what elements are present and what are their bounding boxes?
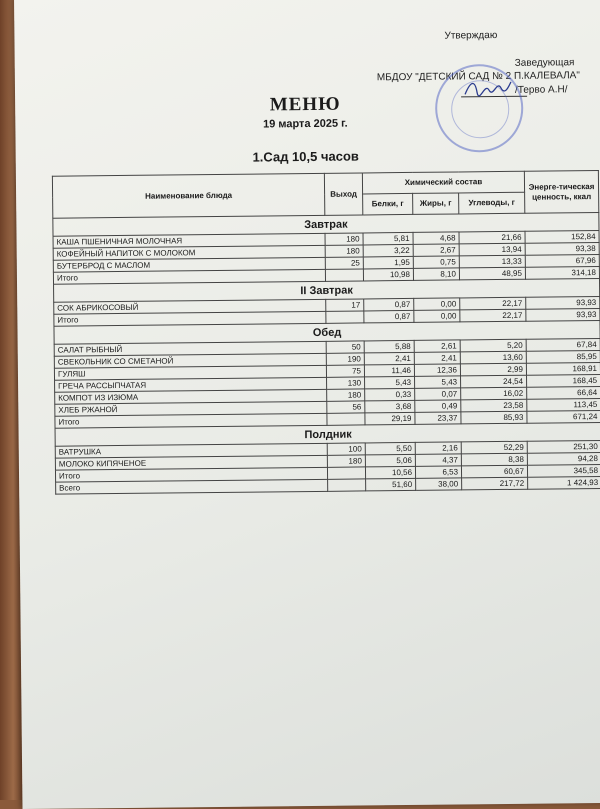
dish-name: ХЛЕБ РЖАНОЙ <box>55 401 327 416</box>
menu-table <box>52 170 600 495</box>
dish-energy: 93,38 <box>525 242 599 255</box>
dish-yield: 75 <box>326 365 364 377</box>
section-title: Полдник <box>55 422 600 446</box>
total-protein: 0,87 <box>364 310 414 323</box>
total-label: Итого <box>55 467 327 482</box>
total-protein: 29,19 <box>365 412 415 425</box>
dish-name: СОК АБРИКОСОВЫЙ <box>54 299 326 314</box>
total-carb: 85,93 <box>461 411 527 424</box>
dish-fat: 2,41 <box>414 352 460 364</box>
dish-energy: 66,64 <box>527 386 600 399</box>
dish-protein: 3,22 <box>363 244 413 257</box>
dish-carb: 5,20 <box>460 339 526 352</box>
dish-yield: 190 <box>326 353 364 365</box>
group-title: 1.Сад 10,5 часов <box>252 148 359 165</box>
dish-carb: 52,29 <box>461 441 527 454</box>
dish-name: КАША ПШЕНИЧНАЯ МОЛОЧНАЯ <box>53 233 325 248</box>
grand-total-carb: 217,72 <box>462 477 528 490</box>
dish-yield: 130 <box>327 377 365 389</box>
dish-carb: 13,94 <box>459 243 525 256</box>
dish-name: КОМПОТ ИЗ ИЗЮМА <box>55 389 327 404</box>
section-title: Завтрак <box>53 212 599 236</box>
dish-yield: 180 <box>327 455 365 467</box>
dish-carb: 8,38 <box>461 453 527 466</box>
dish-energy: 67,84 <box>526 338 600 351</box>
dish-name: СВЕКОЛЬНИК СО СМЕТАНОЙ <box>54 353 326 368</box>
dish-name: САЛАТ РЫБНЫЙ <box>54 341 326 356</box>
total-label: Итого <box>53 269 325 284</box>
empty-cell <box>328 479 366 491</box>
dish-yield: 56 <box>327 401 365 413</box>
col-header-name: Наименование блюда <box>52 173 324 218</box>
dish-carb: 13,60 <box>460 351 526 364</box>
dish-fat: 0,00 <box>414 298 460 310</box>
col-header-yield: Выход <box>324 173 362 215</box>
approve-label: Утверждаю <box>444 30 498 42</box>
empty-cell <box>327 413 365 425</box>
dish-protein: 5,43 <box>365 376 415 389</box>
menu-sheet <box>14 0 600 809</box>
total-fat: 23,37 <box>415 412 461 424</box>
col-header-carb: Углеводы, г <box>459 192 525 214</box>
dish-carb: 22,17 <box>460 297 526 310</box>
page-title: МЕНЮ <box>269 93 341 116</box>
dish-carb: 21,66 <box>459 231 525 244</box>
total-carb: 60,67 <box>461 465 527 478</box>
dish-protein: 1,95 <box>363 256 413 269</box>
dish-fat: 2,61 <box>414 340 460 352</box>
col-header-fat: Жиры, г <box>413 193 459 214</box>
empty-cell <box>325 269 363 281</box>
total-energy: 314,18 <box>525 266 599 279</box>
total-energy: 93,93 <box>526 308 600 321</box>
dish-yield: 180 <box>325 245 363 257</box>
dish-protein: 5,06 <box>365 454 415 467</box>
dish-fat: 2,67 <box>413 244 459 256</box>
dish-energy: 168,91 <box>526 362 600 375</box>
total-fat: 8,10 <box>413 268 459 280</box>
total-protein: 10,56 <box>365 466 415 479</box>
dish-protein: 11,46 <box>364 364 414 377</box>
dish-energy: 93,93 <box>526 296 600 309</box>
dish-energy: 168,45 <box>527 374 600 387</box>
total-energy: 671,24 <box>527 410 600 423</box>
empty-cell <box>327 467 365 479</box>
total-label: Итого <box>54 311 326 326</box>
dish-carb: 16,02 <box>461 387 527 400</box>
dish-energy: 152,84 <box>525 230 599 243</box>
grand-total-protein: 51,60 <box>366 478 416 491</box>
dish-fat: 0,75 <box>413 256 459 268</box>
dish-yield: 180 <box>327 389 365 401</box>
total-fat: 6,53 <box>415 466 461 478</box>
total-fat: 0,00 <box>414 310 460 322</box>
dish-protein: 5,81 <box>363 232 413 245</box>
dish-carb: 2,99 <box>460 363 526 376</box>
dish-energy: 251,30 <box>527 440 600 453</box>
dish-yield: 180 <box>325 233 363 245</box>
menu-body <box>53 212 600 494</box>
position-label: Заведующая <box>514 57 575 69</box>
col-header-energy: Энерге-тическая ценность, ккал <box>524 170 598 213</box>
dish-fat: 12,36 <box>414 364 460 376</box>
total-carb: 48,95 <box>459 267 525 280</box>
dish-fat: 0,07 <box>415 388 461 400</box>
dish-protein: 5,88 <box>364 340 414 353</box>
dish-fat: 0,49 <box>415 400 461 412</box>
dish-carb: 24,54 <box>461 375 527 388</box>
dish-fat: 4,37 <box>415 454 461 466</box>
total-label: Итого <box>55 413 327 428</box>
section-title: II Завтрак <box>54 278 600 302</box>
organization-name: МБДОУ "ДЕТСКИЙ САД № 2 П.КАЛЕВАЛА" <box>376 70 580 84</box>
dish-energy: 85,95 <box>526 350 600 363</box>
total-energy: 345,58 <box>527 464 600 477</box>
dish-yield: 17 <box>326 299 364 311</box>
col-header-chem: Химический состав <box>362 171 524 194</box>
empty-cell <box>326 311 364 323</box>
total-carb: 22,17 <box>460 309 526 322</box>
dish-yield: 50 <box>326 341 364 353</box>
dish-name: ВАТРУШКА <box>55 443 327 458</box>
dish-fat: 5,43 <box>415 376 461 388</box>
dish-fat: 2,16 <box>415 442 461 454</box>
menu-date: 19 марта 2025 г. <box>262 117 348 131</box>
dish-yield: 100 <box>327 443 365 455</box>
dish-protein: 5,50 <box>365 442 415 455</box>
signer-name: /Терво А.Н/ <box>514 84 568 96</box>
dish-name: КОФЕЙНЫЙ НАПИТОК С МОЛОКОМ <box>53 245 325 260</box>
dish-carb: 13,33 <box>459 255 525 268</box>
grand-total-energy: 1 424,93 <box>528 476 600 489</box>
dish-protein: 2,41 <box>364 352 414 365</box>
section-title: Обед <box>54 320 600 344</box>
dish-protein: 0,33 <box>365 388 415 401</box>
dish-name: МОЛОКО КИПЯЧЕНОЕ <box>55 455 327 470</box>
grand-total-fat: 38,00 <box>416 478 462 490</box>
dish-carb: 23,58 <box>461 399 527 412</box>
dish-name: ГРЕЧА РАССЫПЧАТАЯ <box>55 377 327 392</box>
dish-energy: 67,96 <box>525 254 599 267</box>
dish-fat: 4,68 <box>413 232 459 244</box>
dish-protein: 0,87 <box>364 298 414 311</box>
dish-energy: 113,45 <box>527 398 600 411</box>
total-protein: 10,98 <box>363 268 413 281</box>
dish-yield: 25 <box>325 257 363 269</box>
grand-total-label: Всего <box>56 479 328 494</box>
dish-energy: 94,28 <box>527 452 600 465</box>
dish-name: БУТЕРБРОД С МАСЛОМ <box>53 257 325 272</box>
dish-protein: 3,68 <box>365 400 415 413</box>
col-header-protein: Белки, г <box>363 193 413 215</box>
dish-name: ГУЛЯШ <box>54 365 326 380</box>
